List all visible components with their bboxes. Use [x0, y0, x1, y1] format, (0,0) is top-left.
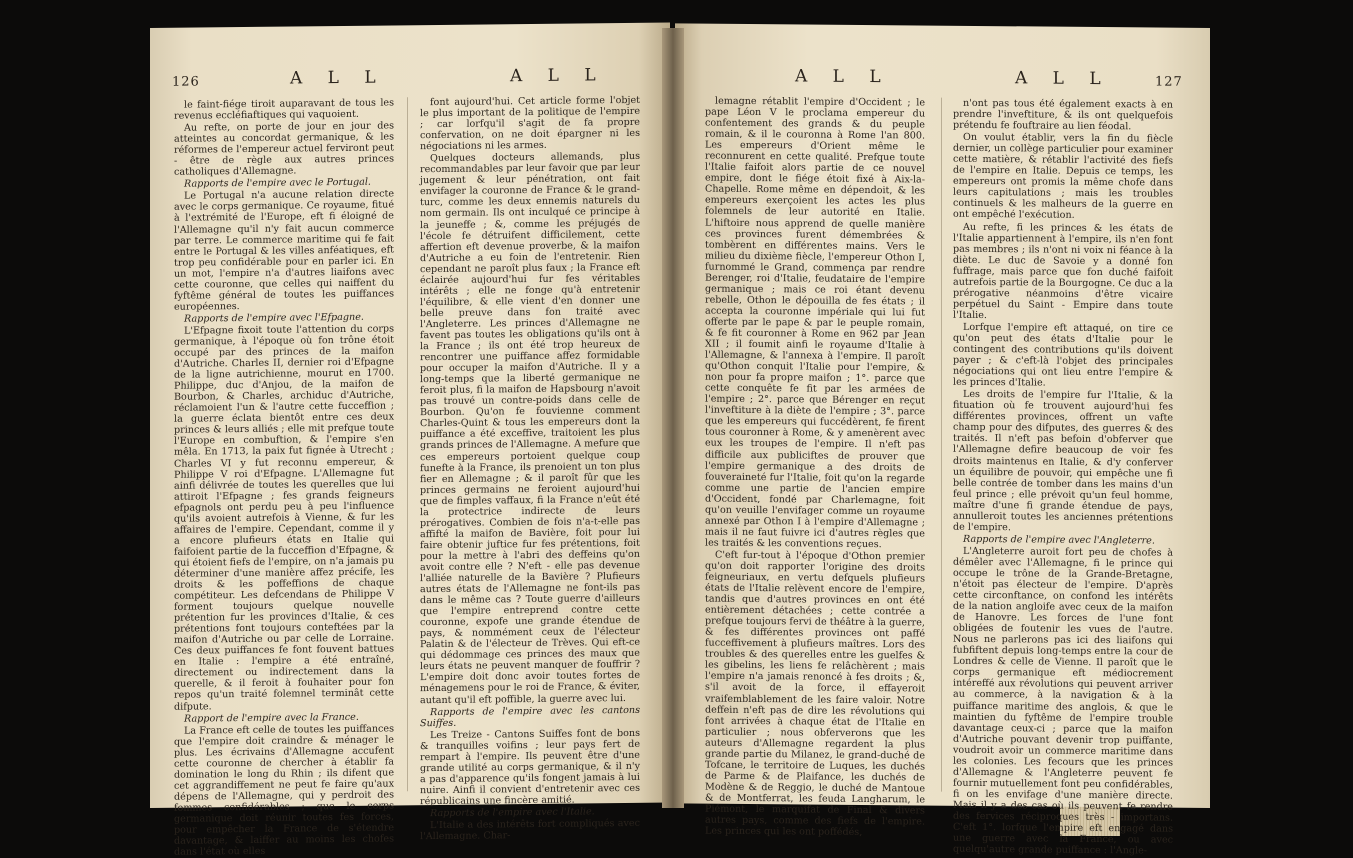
paragraph: Le Portugal n'a aucune relation directe avec le corps germanique. Ce royaume, fitué à l'extrémité de l'Europe, eft fi éloigné de l'Allemagne qu'il n'y fait aucun commerce par terre. Le commerce maritime qui fe fait entre le Portugal & les villes anféatiques, eft trop peu confidérable pour en parler ici. En un mot, l'empire n'a d'autres liaifons avec cette couronne, que celles qui naiffent du fyftême général de toutes les puiffances européennes.: [174, 188, 394, 313]
column-divider: [941, 98, 942, 792]
paragraph: n'ont pas tous été également exacts à en prendre l'inveftiture, & ils ont quelquefois prétendu fe fouftraire au lien féodal.: [953, 97, 1173, 133]
paragraph: L'Italie a des intérêts fort compliqués avec l'Allemagne. Char-: [420, 817, 640, 843]
open-book: [150, 28, 1210, 858]
paragraph: font aujourd'hui. Cet article forme l'objet le plus important de la politique de l'empire ; car lorfqu'il s'agit de fa propre confervation, on ne doit épargner ni les négociations ni les armes.: [420, 94, 640, 153]
column-divider: [407, 97, 408, 791]
page-number: 126: [172, 74, 200, 90]
running-head: [150, 65, 670, 92]
book-gutter: [662, 28, 684, 808]
column-2: [420, 94, 640, 843]
paragraph: C'eft fur-tout à l'époque d'Othon premier qu'on doit rapporter l'origine des droits feigneuriaux, en vertu defquels plufieurs états de l'Italie relèvent encore de l'empire, tandis que d'autres provinces en ont été entièrement détachées ; cette contrée a prefque toujours fervi de théâtre à la guerre, & fes différentes provinces ont paffé fucceffivement à plufieurs maîtres. Lors des troubles & des querelles entre les guelfes & les gibelins, les liens fe relâchèrent ; mais l'empire n'a jamais renoncé à fes droits ; &, s'il avoit de la force, il effayeroit vraifemblablement de les faire valoir. Notre deffein n'eft pas de dire les révolutions qui font arrivées à chaque état de l'Italie en particulier ; nous obferverons que les auteurs d'Allemagne regardent la plus grande partie du Milanez, le grand-duché de Tofcane, le territoire de Luques, les duchés de Parme & de Plaifance, les duchés de Modène & de Reggio, le duché de Mantoue & de Montferrat, les feuda Langharum, le Piémont, le marquifat de Final & divers autres pays, comme des fiefs de l'empire. Les princes qui les ont poffédés,: [705, 549, 925, 839]
paragraph: Les droits de l'empire fur l'Italie, & la fituation où fe trouvent aujourd'hui fes différentes provinces, offrent un vafte champ pour des difputes, des guerres & des traités. Il n'eft pas befoin d'obferver que l'Allemagne defire beaucoup de voir fes droits maintenus en Italie, & d'y conferver un équilibre de pouvoir, qui empêche une fi belle contrée de tomber dans les mains d'un feul prince ; elle prévoit qu'un feul homme, maître d'une fi grande étendue de pays, annulleroit toutes les anciennes prétentions de l'empire.: [953, 389, 1173, 534]
column-2: [953, 97, 1173, 857]
paragraph: Au refte, on porte de jour en jour des atteintes au concordat germanique, & les réformes de l'empereur actuel ferviront peut - être de règle aux autres princes catholiques d'Allemagne.: [174, 120, 394, 179]
paragraph: Au refte, fi les princes & les états de l'Italie appartiennent à l'empire, ils n'en font pas membres ; ils n'ont ni voix ni féance à la diète. Le duc de Savoie y a donné fon fuffrage, mais parce que fon duché faifoit autrefois partie de la Bourgogne. Ce duc a la prérogative néanmoins d'être vicaire perpétuel du Saint - Empire dans toute l'Italie.: [953, 221, 1173, 321]
paragraph: Quelques docteurs allemands, plus recommandables par leur favoir que par leur jugement & leur pénétration, ont fait envifager la couronne de France & le grand-turc, comme les deux ennemis naturels du nom germain. Ils ont inculqué ce principe à la jeuneffe ; &, comme les préjugés de l'école fe détruifent difficilement, cette affertion eft devenue proverbe, & la maifon d'Autriche a eu foin de l'entretenir. Rien cependant ne paroît plus faux ; la France eft éclairée aujourd'hui fur fes véritables intérêts ; elle ne fonge qu'à entretenir l'équilibre, & elle vient d'en donner une belle preuve dans fon traité avec l'Angleterre. Les princes d'Allemagne ne favent pas toutes les obligations qu'ils ont à la France ; ils ont été trop heureux de rencontrer une puiffance affez formidable pour occuper la maifon d'Autriche. Il y a long-temps que la liberté germanique ne feroit plus, fi la maifon de Hapsbourg n'avoit pas trouvé un contre-poids dans celle de Bourbon. Qu'on fe fouvienne comment Charles-Quint & tous les empereurs dont la puiffance a été exceffive, traitoient les plus grands princes de l'Allemagne. A mefure que ces empereurs portoient quelque coup funefte à la France, ils prenoient un ton plus fier en Allemagne ; & il paroît fûr que les princes germains ne feroient aujourd'hui que de fimples vaffaux, fi la France n'eût été la protectrice indirecte de leurs prérogatives. Combien de fois n'a-t-elle pas affifté la maifon de Bavière, foit pour lui faire obtenir juftice fur fes prétentions, foit pour la mettre à l'abri des deffeins qu'on avoit contre elle ? N'eft - elle pas devenue l'alliée naturelle de la Bavière ? Plufieurs autres états de l'Allemagne ne font-ils pas dans le même cas ? Toute guerre d'ailleurs que l'empire entreprend contre cette couronne, expofe une grande étendue de pays, & nommément ceux de l'électeur Palatin & de l'électeur de Trèves. Qui eft-ce qui dédommage ces princes des maux que leurs états ne peuvent manquer de fouffrir ? L'empire doit donc avoir toutes fortes de ménagemens pour le roi de France, & éviter, autant qu'il eft poffible, la guerre avec lui.: [420, 151, 640, 706]
left-page: [150, 23, 670, 858]
section-heading: Rapports de l'empire avec l'Angleterre.: [963, 533, 1155, 547]
page-number: 127: [1155, 74, 1183, 90]
section-heading: Rapports de l'empire avec l'Efpagne.: [184, 311, 364, 325]
paragraph: Les Treize - Cantons Suiffes font de bons & tranquilles voifins ; leur pays fert de rempart à l'empire. Ils peuvent être d'une grande utilité au corps germanique, & il n'y a pas d'apparence qu'ils fongent jamais à lui nuire. Ainfi il convient d'entretenir avec ces républicains une fincère amitié.: [420, 727, 640, 808]
section-heading: Rapport de l'empire avec la France.: [184, 711, 359, 725]
paragraph: Lorfque l'empire eft attaqué, on tire ce qu'on peut des états d'Italie pour le contingent des contributions qu'ils doivent payer ; & c'eft-là l'objet des principales négociations qui ont lieu entre l'empire & les princes d'Italie.: [953, 321, 1173, 389]
text-columns: [705, 95, 1194, 857]
section-heading: Rapports de l'empire avec les cantons Suiffes.: [420, 704, 640, 729]
section-heading: Rapports de l'empire avec l'Italie.: [430, 806, 595, 820]
running-head-left: A L L: [795, 66, 891, 88]
column-1: [174, 97, 394, 858]
section-heading: Rapports de l'empire avec le Portugal.: [184, 177, 371, 190]
paragraph: La France eft celle de toutes les puiffances que l'empire doit craindre & ménager le plus. Les écrivains d'Allemagne accufent cette couronne de chercher à établir fa domination le long du Rhin ; ils difent que cet aggrandiffement ne peut fe faire qu'aux dépens de l'Allemagne, qui y perdroit des fommes confidérables ; que le corps germanique doit réunir toutes fes forces, pour empêcher la France de s'étendre davantage, & laiffer au moins les chofes dans l'état où elles: [174, 723, 394, 858]
running-head: [675, 65, 1210, 92]
paragraph: lemagne rétablit l'empire d'Occident ; le pape Léon V le proclama empereur du confentement des grands & du peuple romain, & il le couronna à Rome l'an 800. Les empereurs d'Orient même le reconnurent en cette qualité. Prefque toute l'Italie faifoit alors partie de ce nouvel empire, dont le fiége étoit fixé à Aix-la-Chapelle. Rome même en dépendoit, & les empereurs exerçoient les actes les plus folemnels de leur autorité en Italie. L'hiftoire nous apprend de quelle manière ces provinces furent démembrées & tombèrent en différentes mains. Vers le milieu du dixième fiècle, l'empereur Othon I, furnommé le Grand, commença par rendre Berenger, roi d'Italie, feudataire de l'empire germanique ; mais ce roi étant devenu rebelle, Othon le dépouilla de fes états ; il accepta la couronne impériale qui lui fut offerte par le pape & par le peuple romain, & fe fit couronner à Rome en 962 par Jean XII ; il foumit ainfi le royaume d'Italie à l'Allemagne, & l'annexa à l'empire. Il paroît qu'Othon conquit l'Italie pour l'empire, & non pour fa propre maifon ; 1°. parce que cette conquête fe fit par les armées de l'empire ; 2°. parce que Bérenger en reçut l'inveftiture à la diète de l'empire ; 3°. parce que les empereurs qui fuccédèrent, fe firent tous couronner à Rome, & y amenèrent avec eux les troupes de l'empire. Il n'eft pas difficile aux publiciftes de prouver que l'empire germanique a des droits de fouveraineté fur l'Italie, foit qu'on la regarde comme une partie de l'ancien empire d'Occident, fondé par Charlemagne, foit qu'on veuille l'envifager comme un royaume annexé par Othon I à l'empire d'Allemagne ; mais il ne faut fuivre ici d'autres règles que les traités & les conventions reçues.: [705, 95, 925, 551]
text-columns: [174, 94, 650, 858]
running-head-right: A L L: [1015, 68, 1111, 90]
paragraph: On voulut établir, vers la fin du fiècle dernier, un collège particulier pour examiner cette matière, & rétablir l'activité des fiefs de l'empire en Italie. Depuis ce temps, les empereurs ont promis la même chofe dans leurs capitulations ; mais les troubles continuels & les malheurs de la guerre en ont empêché l'exécution.: [953, 131, 1173, 222]
paragraph: L'Efpagne fixoit toute l'attention du corps germanique, à l'époque où fon trône étoit occupé par des princes de la maifon d'Autriche. Charles II, dernier roi d'Efpagne de la ligne autrichienne, mourut en 1700. Philippe, duc d'Anjou, de la maifon de Bourbon, & Charles, archiduc d'Autriche, réclamoient l'un & l'autre cette fucceffion ; la guerre éclata bientôt entre ces deux princes & leurs alliés ; elle mit prefque toute l'Europe en combuftion, & l'empire s'en mêla. En 1713, la paix fut fignée à Utrecht ; Charles VI y fut reconnu empereur, & Philippe V roi d'Efpagne. L'Allemagne fut ainfi délivrée de toutes les querelles que lui attiroit l'Efpagne ; fes grands feigneurs efpagnols ont perdu peu à peu l'influence qu'ils avoient autrefois à Vienne, & fur les affaires de l'empire. Cependant, comme il y a encore plufieurs états en Italie qui faifoient partie de la fucceffion d'Efpagne, & qui étoient fiefs de l'empire, on n'a jamais pu déterminer d'une manière affez précife, les droits & les poffeffions de chaque compétiteur. Les defcendans de Philippe V forment toujours quelque nouvelle prétention fur les provinces d'Italie, & ces prétentions font toujours conteftées par la maifon d'Autriche ou par celle de Lorraine. Ces deux puiffances fe font fouvent battues en Italie : l'empire a été entraîné, directement ou indirectement dans la querelle, & il feroit à fouhaiter pour fon repos qu'un traité folemnel terminât cette difpute.: [174, 323, 394, 713]
paragraph: le faint-fiége tiroit auparavant de tous les revenus eccléfiaftiques qui vaquoient.: [174, 97, 394, 122]
column-1: [705, 95, 925, 839]
right-page: [675, 23, 1210, 857]
running-head-left: A L L: [290, 67, 386, 89]
paragraph: L'Angleterre auroit fort peu de chofes à démêler avec l'Allemagne, fi le prince qui occupe le trône de la Grande-Bretagne, n'étoit pas électeur de l'empire. D'après cette circonftance, on confond les intérêts de la nation angloife avec ceux de la maifon de Hanovre. Les forces de l'une font obligées de foutenir les vues de l'autre. Nous ne parlerons pas ici des liaifons qui fubfiftent depuis long-temps entre la cour de Londres & celle de Vienne. Il paroît que le corps germanique eft médiocrement intéreffé aux révolutions qui peuvent arriver au commerce, à la navigation & à la puiffance maritime des anglois, & que le maintien du fyftême de l'empire trouble davantage ceux-ci ; parce que la maifon d'Autriche pouvant devenir trop puiffante, voudroit avoir un commerce maritime dans les colonies. Les fecours que les princes d'Allemagne & l'Angleterre peuvent fe fournir mutuellement font peu confidérables, fi on les envifage d'une manière directe. Mais il y a des cas où ils peuvent fe rendre des fervices réciproques très - importans. C'eft 1°. lorfque l'empire eft engagé dans une guerre avec la France, ou avec quelqu'autre grande puiffance : l'Angle-: [953, 545, 1173, 857]
running-head-right: A L L: [510, 65, 606, 87]
